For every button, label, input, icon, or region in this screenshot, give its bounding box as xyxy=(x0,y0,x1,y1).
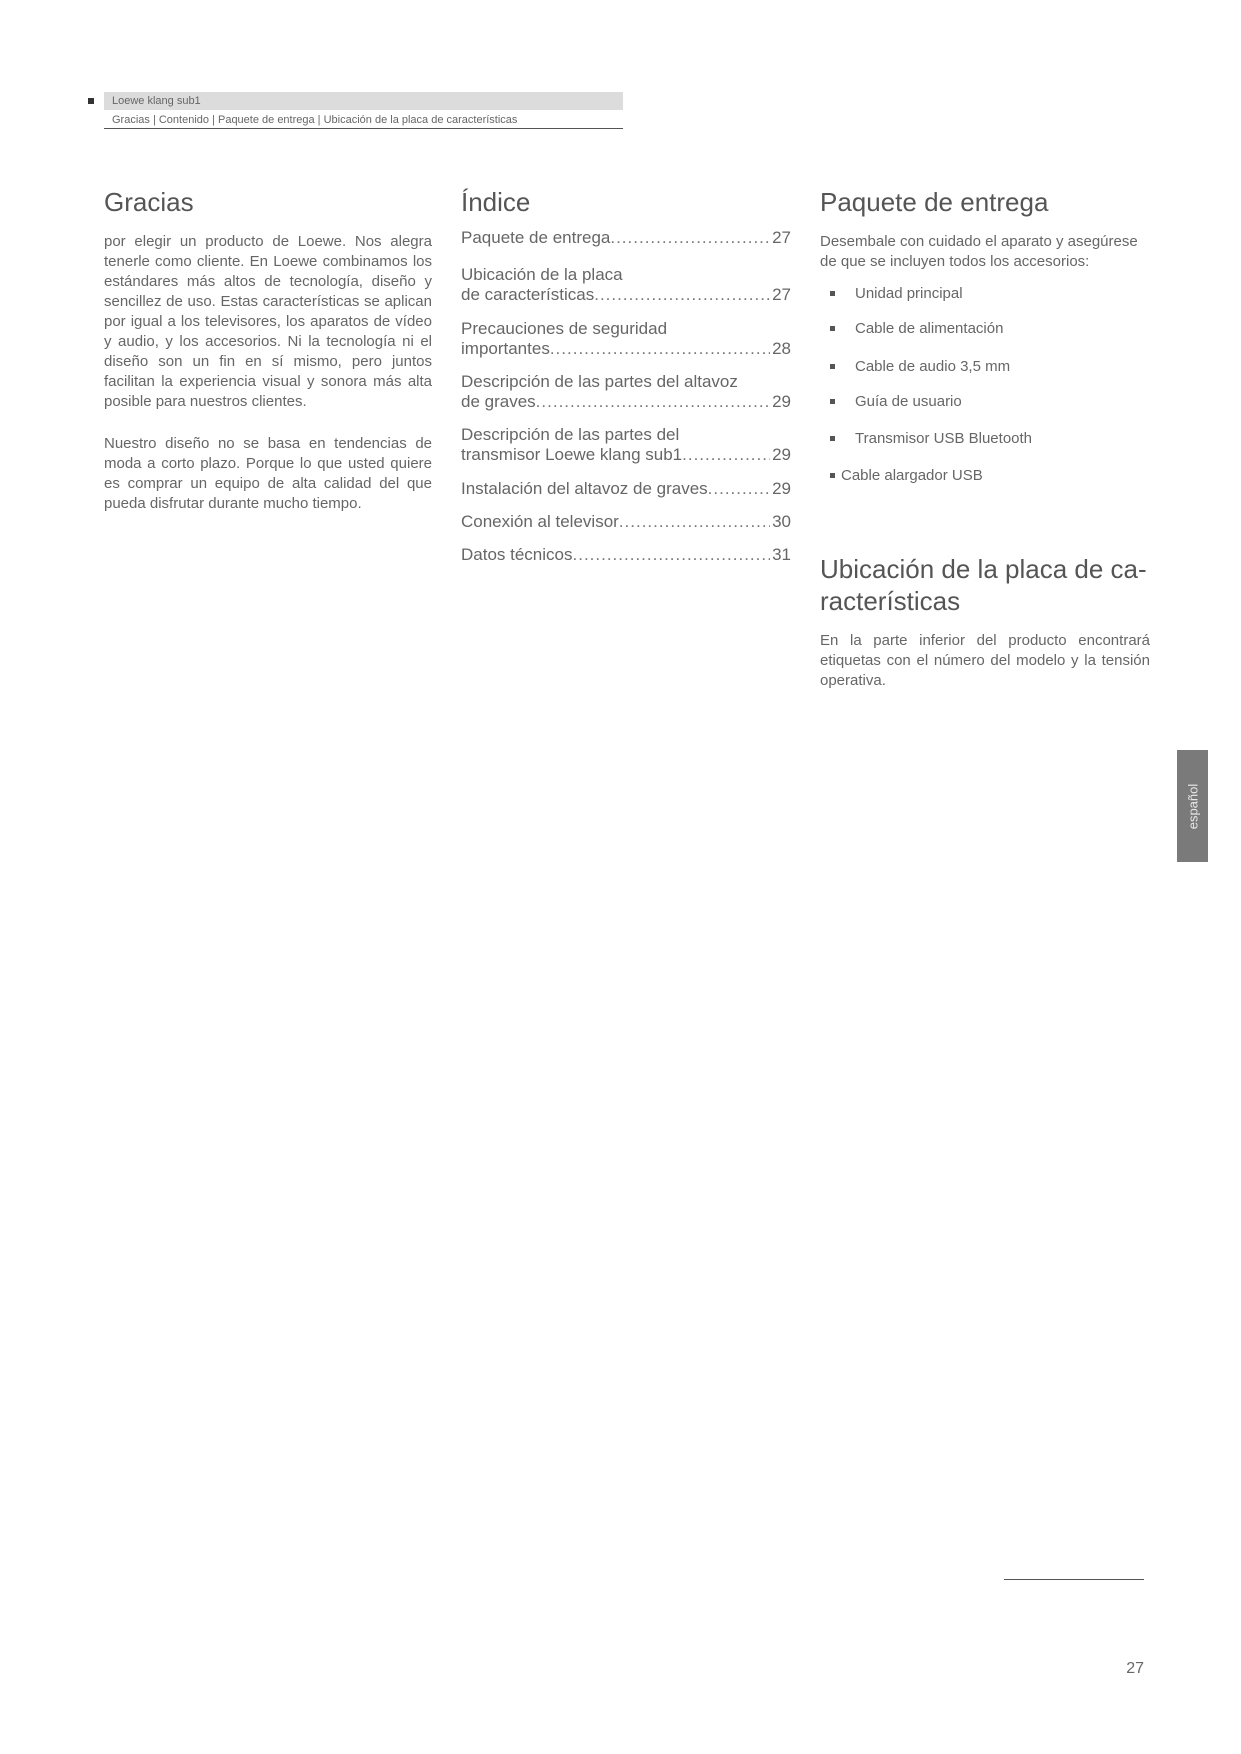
toc-item-datos[interactable]: Datos técnicos ..... 31 xyxy=(461,545,791,565)
list-item: Cable de audio 3,5 mm xyxy=(828,357,1010,377)
bullet-icon xyxy=(830,436,835,441)
ubicacion-text: En la parte inferior del producto encontrará etiquetas con el número del modelo y la tensión operativa. xyxy=(820,632,1150,689)
language-tab[interactable] xyxy=(1177,750,1208,862)
paquete-intro: Desembale con cuidado el aparato y asegúrese de que se incluyen todos los accesorios: xyxy=(820,233,1138,270)
footer-divider xyxy=(1004,1579,1144,1580)
ubicacion-title-line-2: racterísticas xyxy=(820,586,961,616)
toc-item-paquete[interactable]: Paquete de entrega ..... 27 xyxy=(461,228,791,248)
toc-item-instalacion[interactable]: Instalación del altavoz de graves ..... 29 xyxy=(461,479,791,499)
gracias-paragraph-2: Nuestro diseño no se basa en tendencias de moda a corto plazo. Porque lo que usted quiere es comprar un equipo de alta calidad del que pueda disfrutar durante mucho tiempo. xyxy=(104,435,432,512)
toc-item-ubicacion[interactable]: Ubicación de la placa de características ..... 27 xyxy=(461,265,791,305)
header-product-name: Loewe klang sub1 xyxy=(104,92,623,110)
indice-title: Índice xyxy=(461,187,531,217)
gracias-paragraph-1: por elegir un producto de Loewe. Nos alegra tenerle como cliente. En Loewe combinamos los estándares más altos de tecnología, diseño y sencillez de uso. Estas características se aplican por igual a los televisores, los aparatos de vídeo y audio, y los accesorios. Ni la tecnología ni el diseño son un fin en sí mismo, pero juntos facilitan la experiencia visual y sonora más alta posible para nuestros clientes. xyxy=(104,233,432,410)
bullet-icon xyxy=(830,364,835,369)
bullet-icon xyxy=(830,291,835,296)
ubicacion-title xyxy=(820,553,1160,617)
toc-item-conexion[interactable]: Conexión al televisor ..... 30 xyxy=(461,512,791,532)
list-item: Guía de usuario xyxy=(828,392,962,412)
page-number: 27 xyxy=(1126,1660,1144,1677)
gracias-title: Gracias xyxy=(104,187,194,217)
list-item: Cable de alimentación xyxy=(828,319,1003,339)
paquete-title: Paquete de entrega xyxy=(820,187,1049,217)
toc-item-descripcion-transmisor[interactable]: Descripción de las partes del transmisor Loewe klang sub1 ..... 29 xyxy=(461,425,791,465)
toc-item-descripcion-altavoz[interactable]: Descripción de las partes del altavoz de graves ..... 29 xyxy=(461,372,791,412)
breadcrumb: Gracias | Contenido | Paquete de entrega | Ubicación de la placa de características xyxy=(104,112,623,129)
language-tab-label: español xyxy=(1185,783,1201,829)
bullet-icon xyxy=(830,326,835,331)
list-item: Unidad principal xyxy=(828,284,963,304)
toc-item-precauciones[interactable]: Precauciones de seguridad importantes ..... 28 xyxy=(461,319,791,359)
ubicacion-title-line-1: Ubicación de la placa de ca- xyxy=(820,554,1147,584)
header-bullet xyxy=(88,98,94,104)
list-item: Transmisor USB Bluetooth xyxy=(828,429,1032,449)
bullet-icon xyxy=(830,399,835,404)
list-item: Cable alargador USB xyxy=(828,466,983,486)
bullet-icon xyxy=(830,473,835,478)
